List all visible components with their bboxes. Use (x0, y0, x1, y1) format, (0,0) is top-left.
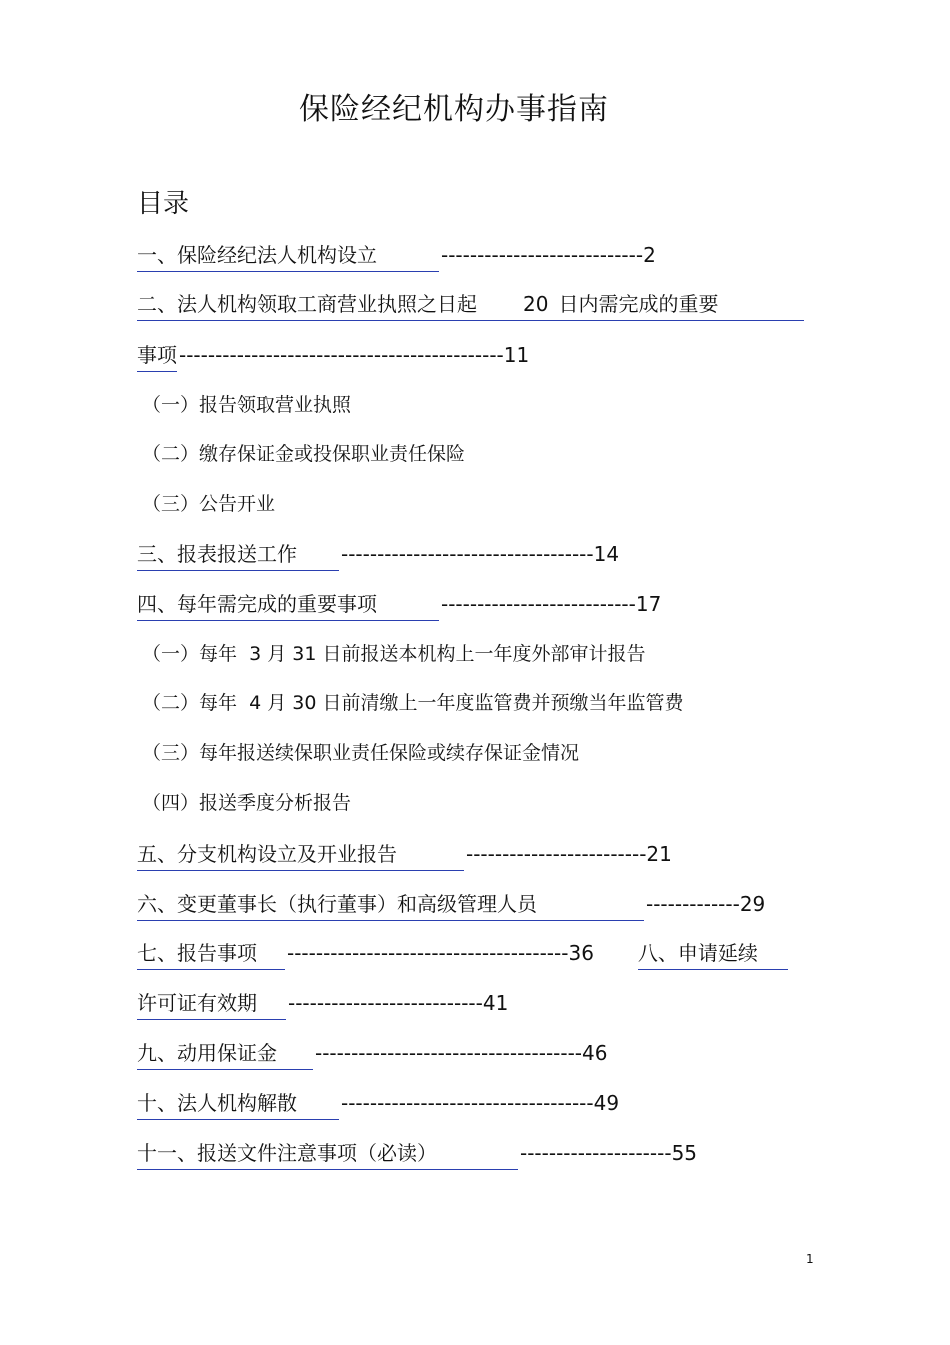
toc-entry-10 (137, 1089, 619, 1120)
toc-page-number: 55 (671, 1141, 698, 1165)
toc-leader-dots: ---------------------------- (441, 243, 644, 267)
toc-leader-dots: ----------------------------------- (341, 542, 594, 566)
toc-link-3[interactable]: 三、报表报送工作 (137, 540, 339, 571)
toc-link-8-continued[interactable]: 许可证有效期 (137, 989, 286, 1020)
toc-link-7[interactable]: 七、报告事项 (137, 939, 285, 970)
toc-page-number: 41 (482, 991, 509, 1015)
toc-entry-5 (137, 840, 672, 871)
toc-link-8[interactable]: 八、申请延续 (638, 939, 788, 970)
toc-entry-2-continued (137, 341, 529, 372)
toc-link-9[interactable]: 九、动用保证金 (137, 1039, 313, 1070)
toc-leader-dots: ------------------------------------- (315, 1041, 583, 1065)
toc-page-number: 21 (646, 842, 672, 866)
toc-link-11[interactable]: 十一、报送文件注意事项（必读） (137, 1139, 518, 1170)
toc-leader-dots: --------------------------- (288, 991, 483, 1015)
toc-subentry: （二）每年 4 月 30 日前清缴上一年度监管费并预缴当年监管费 (142, 692, 684, 714)
toc-leader-dots: --------------------------------------------- (179, 343, 504, 367)
toc-page-number: 36 (568, 941, 594, 965)
toc-link-10[interactable]: 十、法人机构解散 (137, 1089, 339, 1120)
toc-leader-dots: ------------- (646, 892, 740, 916)
toc-entry-9 (137, 1039, 607, 1070)
toc-entry-8-continued (137, 989, 508, 1020)
toc-leader-dots: --------------------------------------- (287, 941, 569, 965)
toc-link-2-part1: 二、法人机构领取工商营业执照之日起 (137, 292, 477, 316)
toc-subentry: （四）报送季度分析报告 (142, 792, 352, 814)
toc-link-1[interactable]: 一、保险经纪法人机构设立 (137, 241, 439, 272)
toc-link-6[interactable]: 六、变更董事长（执行董事）和高级管理人员 (137, 890, 644, 921)
toc-link-4[interactable]: 四、每年需完成的重要事项 (137, 590, 439, 621)
toc-subentry: （三）每年报送续保职业责任保险或续存保证金情况 (142, 742, 580, 764)
toc-link-5[interactable]: 五、分支机构设立及开业报告 (137, 840, 464, 871)
document-title: 保险经纪机构办事指南 (299, 92, 609, 127)
toc-leader-dots: --------------------- (520, 1141, 672, 1165)
toc-subentry: （一）每年 3 月 31 日前报送本机构上一年度外部审计报告 (142, 643, 646, 665)
toc-leader-dots: --------------------------- (441, 592, 636, 616)
toc-entry-3 (137, 540, 619, 571)
toc-link-2-number: 20 (523, 292, 549, 316)
toc-page-number: 46 (582, 1041, 608, 1065)
toc-page-number: 29 (739, 892, 766, 916)
toc-link-2[interactable] (137, 290, 804, 321)
toc-link-2-part2: 日内需完成的重要 (558, 292, 719, 316)
toc-entry-4 (137, 590, 661, 621)
toc-entry-7 (137, 939, 788, 970)
toc-entry-2 (137, 290, 804, 321)
toc-page-number: 17 (635, 592, 662, 616)
footer-page-number: 1 (806, 1252, 814, 1266)
toc-page-number: 14 (593, 542, 620, 566)
toc-heading: 目录 (137, 189, 190, 219)
toc-page-number: 2 (643, 243, 656, 267)
toc-subentry: （一）报告领取营业执照 (142, 394, 352, 416)
toc-entry-11 (137, 1139, 697, 1170)
toc-leader-dots: ----------------------------------- (341, 1091, 594, 1115)
toc-subentry: （三）公告开业 (142, 493, 276, 515)
toc-subentry: （二）缴存保证金或投保职业责任保险 (142, 443, 466, 465)
toc-leader-dots: ------------------------- (466, 842, 647, 866)
toc-link-2-continued[interactable]: 事项 (137, 341, 177, 372)
toc-entry-1 (137, 241, 656, 272)
toc-page-number: 11 (503, 343, 530, 367)
toc-page-number: 49 (593, 1091, 620, 1115)
toc-entry-6 (137, 890, 765, 921)
